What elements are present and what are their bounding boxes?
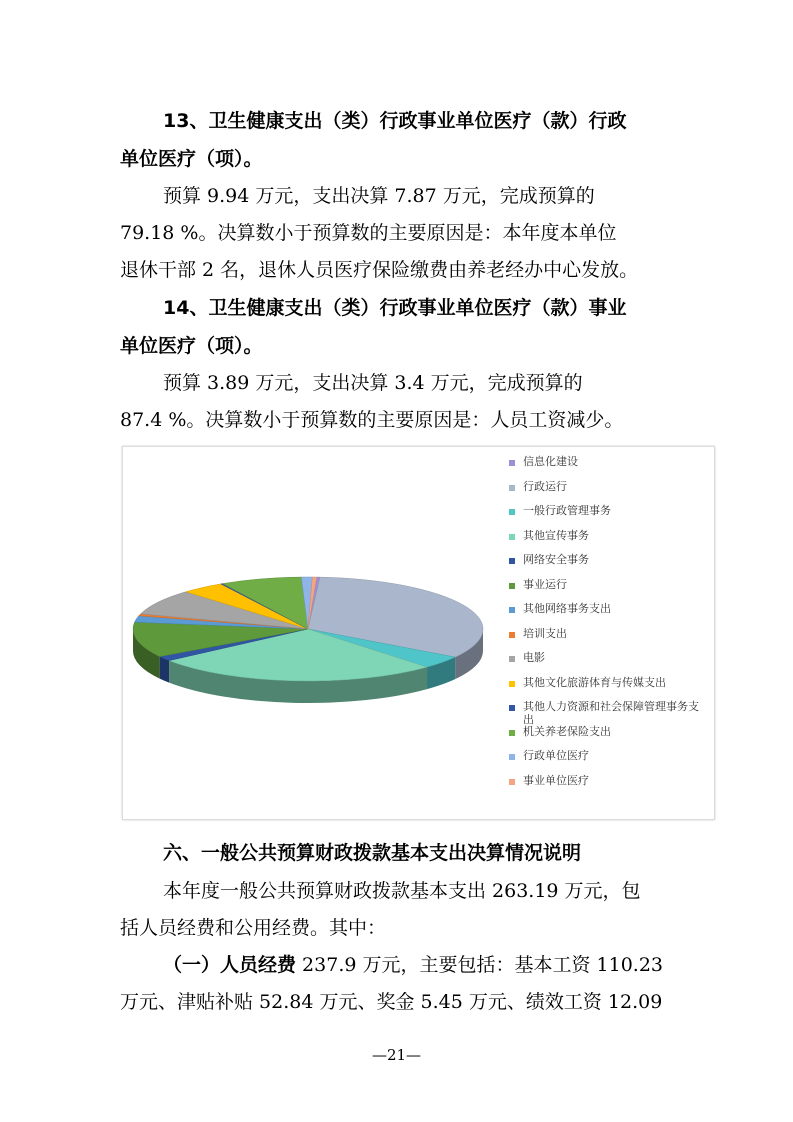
legend-label: 其他人力资源和社会保障管理事务支出 <box>523 700 699 726</box>
legend-label: 培训支出 <box>523 626 567 640</box>
legend-label: 电影 <box>523 651 545 664</box>
legend-item <box>509 602 709 627</box>
legend-label: 事业单位医疗 <box>523 773 589 787</box>
personnel-expense-text: 237.9 万元，主要包括：基本工资 110.23 <box>296 954 664 976</box>
legend-item <box>509 578 709 603</box>
page-number: —21— <box>371 1046 422 1064</box>
personnel-expense-label: （一）人员经费 <box>163 954 297 976</box>
legend-item <box>509 749 709 774</box>
legend-item <box>509 480 709 505</box>
legend-swatch <box>509 607 515 613</box>
legend-swatch <box>509 485 515 491</box>
legend-swatch <box>509 534 515 540</box>
legend-item <box>509 627 709 652</box>
legend-swatch <box>509 779 515 785</box>
legend-item <box>509 529 709 554</box>
legend-swatch <box>509 558 515 564</box>
legend-swatch <box>509 730 515 736</box>
section-13-heading-line1: 13、卫生健康支出（类）行政事业单位医疗（款）行政 <box>163 110 627 132</box>
legend-label: 行政单位医疗 <box>523 749 589 762</box>
legend-swatch <box>509 632 515 638</box>
pie-chart-plot <box>123 447 503 819</box>
legend-item <box>509 553 709 578</box>
section-14-heading-line1: 14、卫生健康支出（类）行政事业单位医疗（款）事业 <box>163 297 627 319</box>
section-6-body-line1: 本年度一般公共预算财政拨款基本支出 263.19 万元，包 <box>163 880 641 902</box>
legend-label: 机关养老保险支出 <box>523 724 611 738</box>
legend-swatch <box>509 460 515 466</box>
legend-label: 其他宣传事务 <box>523 528 589 542</box>
section-6-body-line2: 括人员经费和公用经费。其中： <box>120 917 387 939</box>
legend-label: 一般行政管理事务 <box>523 504 611 517</box>
section-14-heading-line2: 单位医疗（项）。 <box>120 335 263 357</box>
section-6-body-line3: 万元、津贴补贴 52.84 万元、奖金 5.45 万元、绩效工资 12.09 <box>120 991 663 1013</box>
section-6-heading: 六、一般公共预算财政拨款基本支出决算情况说明 <box>163 842 582 864</box>
section-13-body-line3: 退休干部 2 名，退休人员医疗保险缴费由养老经办中心发放。 <box>120 259 639 281</box>
section-13-body-line2: 79.18 %。决算数小于预算数的主要原因是：本年度本单位 <box>120 222 617 244</box>
legend-item <box>509 676 709 701</box>
legend-swatch <box>509 656 515 662</box>
legend-swatch <box>509 705 515 711</box>
pie-slice-side-4 <box>160 657 169 683</box>
legend-label: 行政运行 <box>523 479 567 493</box>
chart-legend <box>509 455 709 798</box>
legend-item <box>509 651 709 676</box>
legend-item <box>509 504 709 529</box>
section-14-body-line2: 87.4 %。决算数小于预算数的主要原因是：人员工资减少。 <box>120 409 624 431</box>
legend-item <box>509 774 709 799</box>
pie-chart <box>122 446 715 820</box>
section-13-body-line1: 预算 9.94 万元，支出决算 7.87 万元，完成预算的 <box>163 185 595 207</box>
legend-label: 事业运行 <box>523 577 567 591</box>
section-13-heading-line2: 单位医疗（项）。 <box>120 148 263 170</box>
legend-item <box>509 725 709 750</box>
legend-swatch <box>509 681 515 687</box>
section-14-body-line1: 预算 3.89 万元，支出决算 3.4 万元，完成预算的 <box>163 372 583 394</box>
legend-item <box>509 455 709 480</box>
legend-label: 信息化建设 <box>523 455 578 468</box>
legend-item <box>509 700 709 725</box>
section-6-sub-line <box>163 952 723 978</box>
legend-label: 其他文化旅游体育与传媒支出 <box>523 675 666 689</box>
legend-swatch <box>509 583 515 589</box>
legend-label: 网络安全事务 <box>523 553 589 566</box>
legend-swatch <box>509 509 515 515</box>
legend-swatch <box>509 754 515 760</box>
legend-label: 其他网络事务支出 <box>523 602 611 615</box>
